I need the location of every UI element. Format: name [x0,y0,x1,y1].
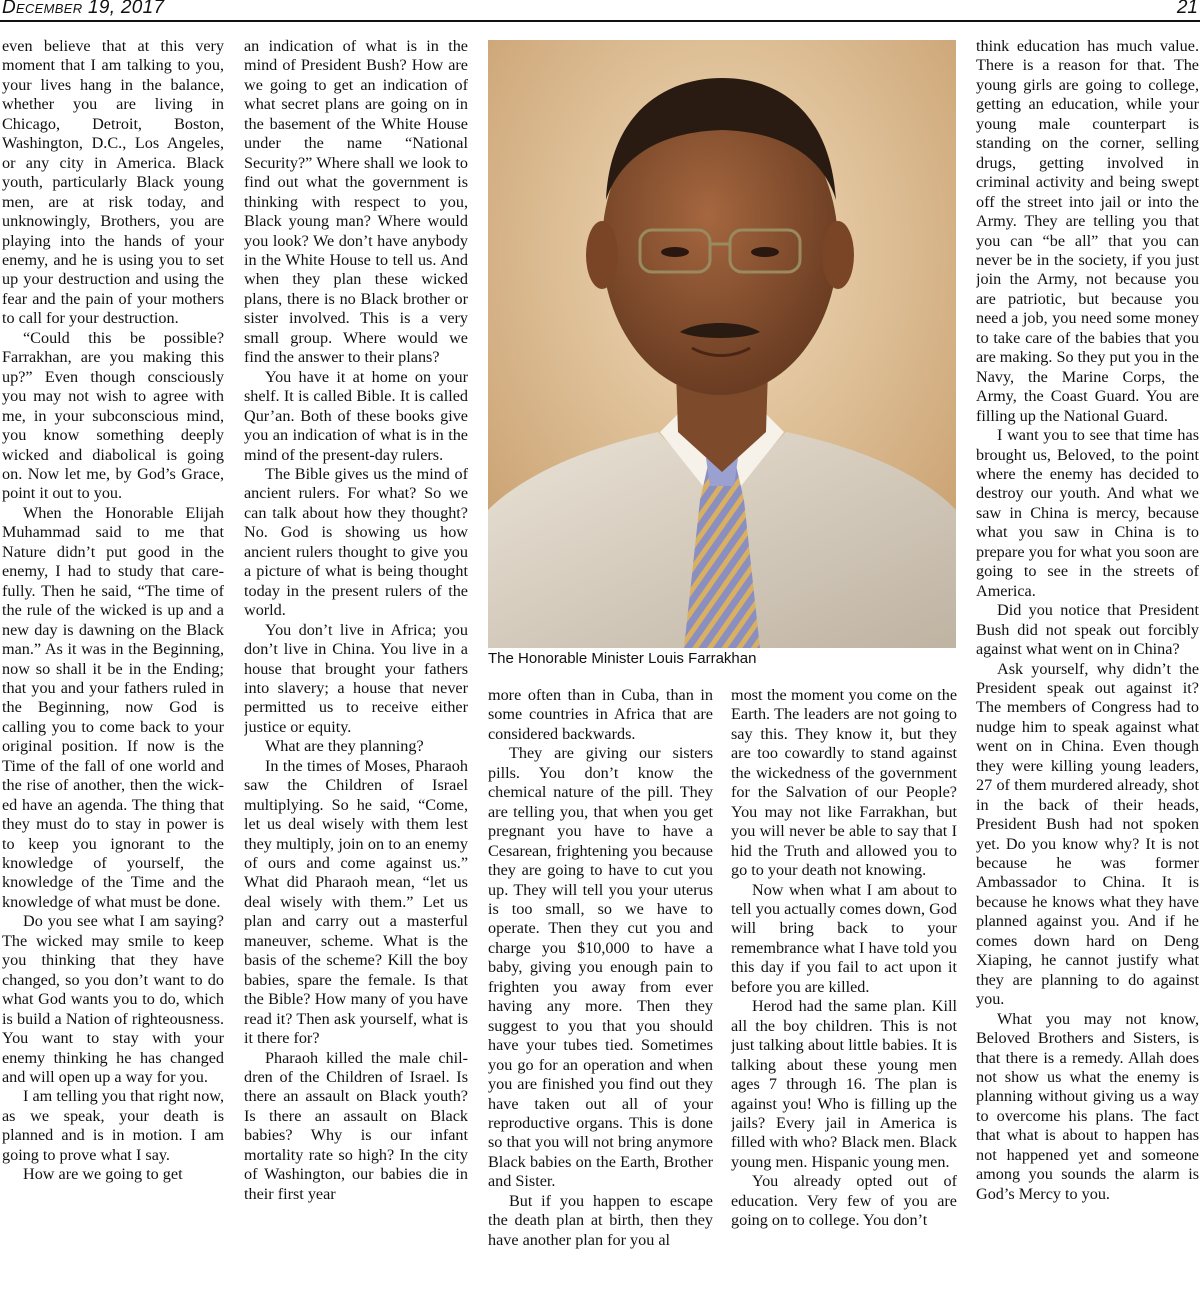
paragraph: How are we going to get [23,1165,183,1184]
article-column-4 [731,686,957,1298]
paragraph: think education has much value. There is a reason for that. The young girls are going to college, getting an education, while your young male counterpart is standing on the corner, selling drugs, getting involved in criminal activity and being swept off the street into jail or into the Army. They are telling you that you can “be all” that you can never be in the society, if you just join the Army, not because you are patriotic, but because you need a job, you need some money to take care of the babies that you are making. So they put you in the Navy, the Marine Corps, the Army, the Coast Guard. You are filling up the National Guard. [976,37,1199,425]
paragraph: Ask yourself, why didn’t the President speak out against it? The members of Congress had to nudge him to speak against what went on in China. Even though they were killing young leaders, 27 of them murdered already, shot in the back of their heads, President Bush had not spoken yet. Do you know why? It is not because he was former Ambassador to China. It is because he knows what they have planned against you. And if he comes down hard on Deng Xiaping, he cannot justify what they are planning to do against you. [976,659,1199,1009]
article-column-3 [488,686,713,1298]
photo-caption: The Honorable Minister Louis Farrakhan [488,650,757,667]
paragraph: Pharaoh killed the male children of the Children of Israel. Is there an assault on Black youth? Is there an assault on Black babies? Why is our infant mortality rate so high? In the city of Washington, our babies die in their first year [244,1048,468,1203]
paragraph: “Could this be possible? Farrakhan, are you making this up?” Even though consciously you may not wish to agree with me, in your subconscious mind, you know something deeply wicked and diabolical is going on. Now let me, by God’s Grace, point it out to you. [2,328,224,503]
issue-date: December 19, 2017 [2,0,165,18]
paragraph: In the times of Moses, Pharaoh saw the Children of Israel multiplying. So he said, “Come, let us deal wisely with them lest they multiply, join on to an enemy of ours and come against us.” What did Pharaoh mean, “let us deal wisely with them.” Let us plan and carry out a masterful maneuver, scheme. What is the basis of the scheme? Kill the boy babies, spare the female. Is that the Bible? How many of you have read it? Then ask yourself, what is it there for? [244,756,468,1048]
paragraph: The Bible gives us the mind of ancient rulers. For what? So we can talk about how they thought? No. God is showing us how ancient rulers thought to give you a picture of what is being thought today in the present rulers of the world. [244,464,468,620]
paragraph: They are giving our sisters pills. You don’t know the chemical nature of the pill. They are telling you, that when you get pregnant you have to have a Cesarean, frightening you because they are going to have to cut you up. They will tell you your uterus is too small, so we have to operate. Then they cut you and charge you $10,000 to have a baby, giving you enough pain to frighten you away from ever having any more. Then they suggest to you that you should have your tubes tied. Sometimes you go for an operation and when you are finished you find out they have taken out all of your reproductive organs. This is done so that you will not bring anymore Black babies on the Earth, Brother and Sister. [488,744,713,1191]
paragraph: What are they planning? [265,737,424,756]
portrait-photo [488,40,956,648]
paragraph: I want you to see that time has brought us, Beloved, to the point where the enemy has decided to destroy our youth. And what we saw in China is mercy, because what you saw in China is to prepare you for what you soon are going to see in the streets of America. [976,426,1199,600]
paragraph: more often than in Cuba, than in some countries in Africa that are considered backwards. [488,686,713,743]
paragraph: Now when what I am about to tell you actually comes down, God will bring back to your remembrance what I have told you this day if you fail to act upon it before you are killed. [731,880,957,996]
paragraph: Do you see what I am saying? The wicked may smile to keep you thinking that they have changed, so you don’t want to do what God wants you to do, which is build a Nation of righteousness. You want to stay with your enemy thinking he has changed and will open up a way for you. [2,912,224,1087]
paragraph: What you may not know, Beloved Brothers and Sisters, is that there is a remedy. Allah does not show us what the enemy is planning without giving us a way to overcome his plans. The fact that what is about to happen has not happened yet and someone among you sounds the alarm is God’s Mercy to you. [976,1009,1199,1203]
paragraph: Did you notice that President Bush did not speak out forcibly against what went on in China? [976,601,1199,659]
paragraph: But if you happen to escape the death plan at birth, then they have another plan for you al [488,1191,713,1249]
paragraph: Herod had the same plan. Kill all the boy children. This is not just talking about little babies. It is talking about these young men ages 7 through 16. The plan is against you! Who is filling up the jails? Every jail in America is filled with who? Black men. Black young men. Hispanic young men. [731,997,957,1171]
paragraph: most the moment you come on the Earth. The leaders are not going to say this. They know it, but they are too cowardly to stand against the wickedness of the government for the Salvation of our People? You may not like Farrakhan, but you will never be able to say that I hid the Truth and allowed you to go to your death not knowing. [731,686,957,880]
paragraph: You don’t live in Africa; you don’t live in China. You live in a house that brought your fathers into slavery; a house that never permitted us to receive either justice or equity. [244,620,468,736]
page-header [0,0,1200,22]
article-column-2 [244,37,468,1298]
paragraph: You already opted out of education. Very few of you are going on to college. You don’t [731,1172,957,1230]
paragraph: even believe that at this very moment that I am talking to you, your lives hang in the balance, whether you are living in Chicago, Detroit, Boston, Washington, D.C., Los Angeles, or any city in America. Black youth, particularly Black young men, are at risk today, and unknowingly, Brothers, you are playing into the hands of your enemy, and he is using you to set up your destruction and using the fear and the pain of your mothers to call for your destruction. [2,37,224,328]
article-column-5 [976,37,1199,1298]
page-number: 21 [1176,0,1198,18]
paragraph: I am telling you that right now, as we speak, your death is planned and is in motion. I am going to prove what I say. [2,1087,224,1164]
article-column-1 [2,37,224,1298]
paragraph: You have it at home on your shelf. It is called Bible. It is called Qur’an. Both of these books give you an indication of what is in the mind of the present-day rulers. [244,367,468,464]
paragraph: When the Honorable Elijah Muhammad said to me that Nature didn’t put good in the enemy, I had to study that carefully. Then he said, “The time of the rule of the wicked is up and a new day is dawning on the Black man.” As it was in the Beginning, now so shall it be in the Ending; that you and your fathers ruled in the Beginning, now God is calling you to come back to your original position. If now is the Time of the fall of one world and the rise of another, then the wicked have an agenda. The thing that they must do to stay in power is to keep you ignorant to the knowledge of yourself, the knowledge of the Time and the knowledge of what must be done. [2,503,224,911]
paragraph: an indication of what is in the mind of President Bush? How are we going to get an indication of what secret plans are going on in the basement of the White House under the name “National Security?” Where shall we look to find out what the government is thinking with respect to you, Black young man? Where would you look? We don’t have anybody in the White House to tell us. And when they plan these wicked plans, there is no Black brother or sister involved. This is a very small group. Where would we find the answer to their plans? [244,37,468,367]
